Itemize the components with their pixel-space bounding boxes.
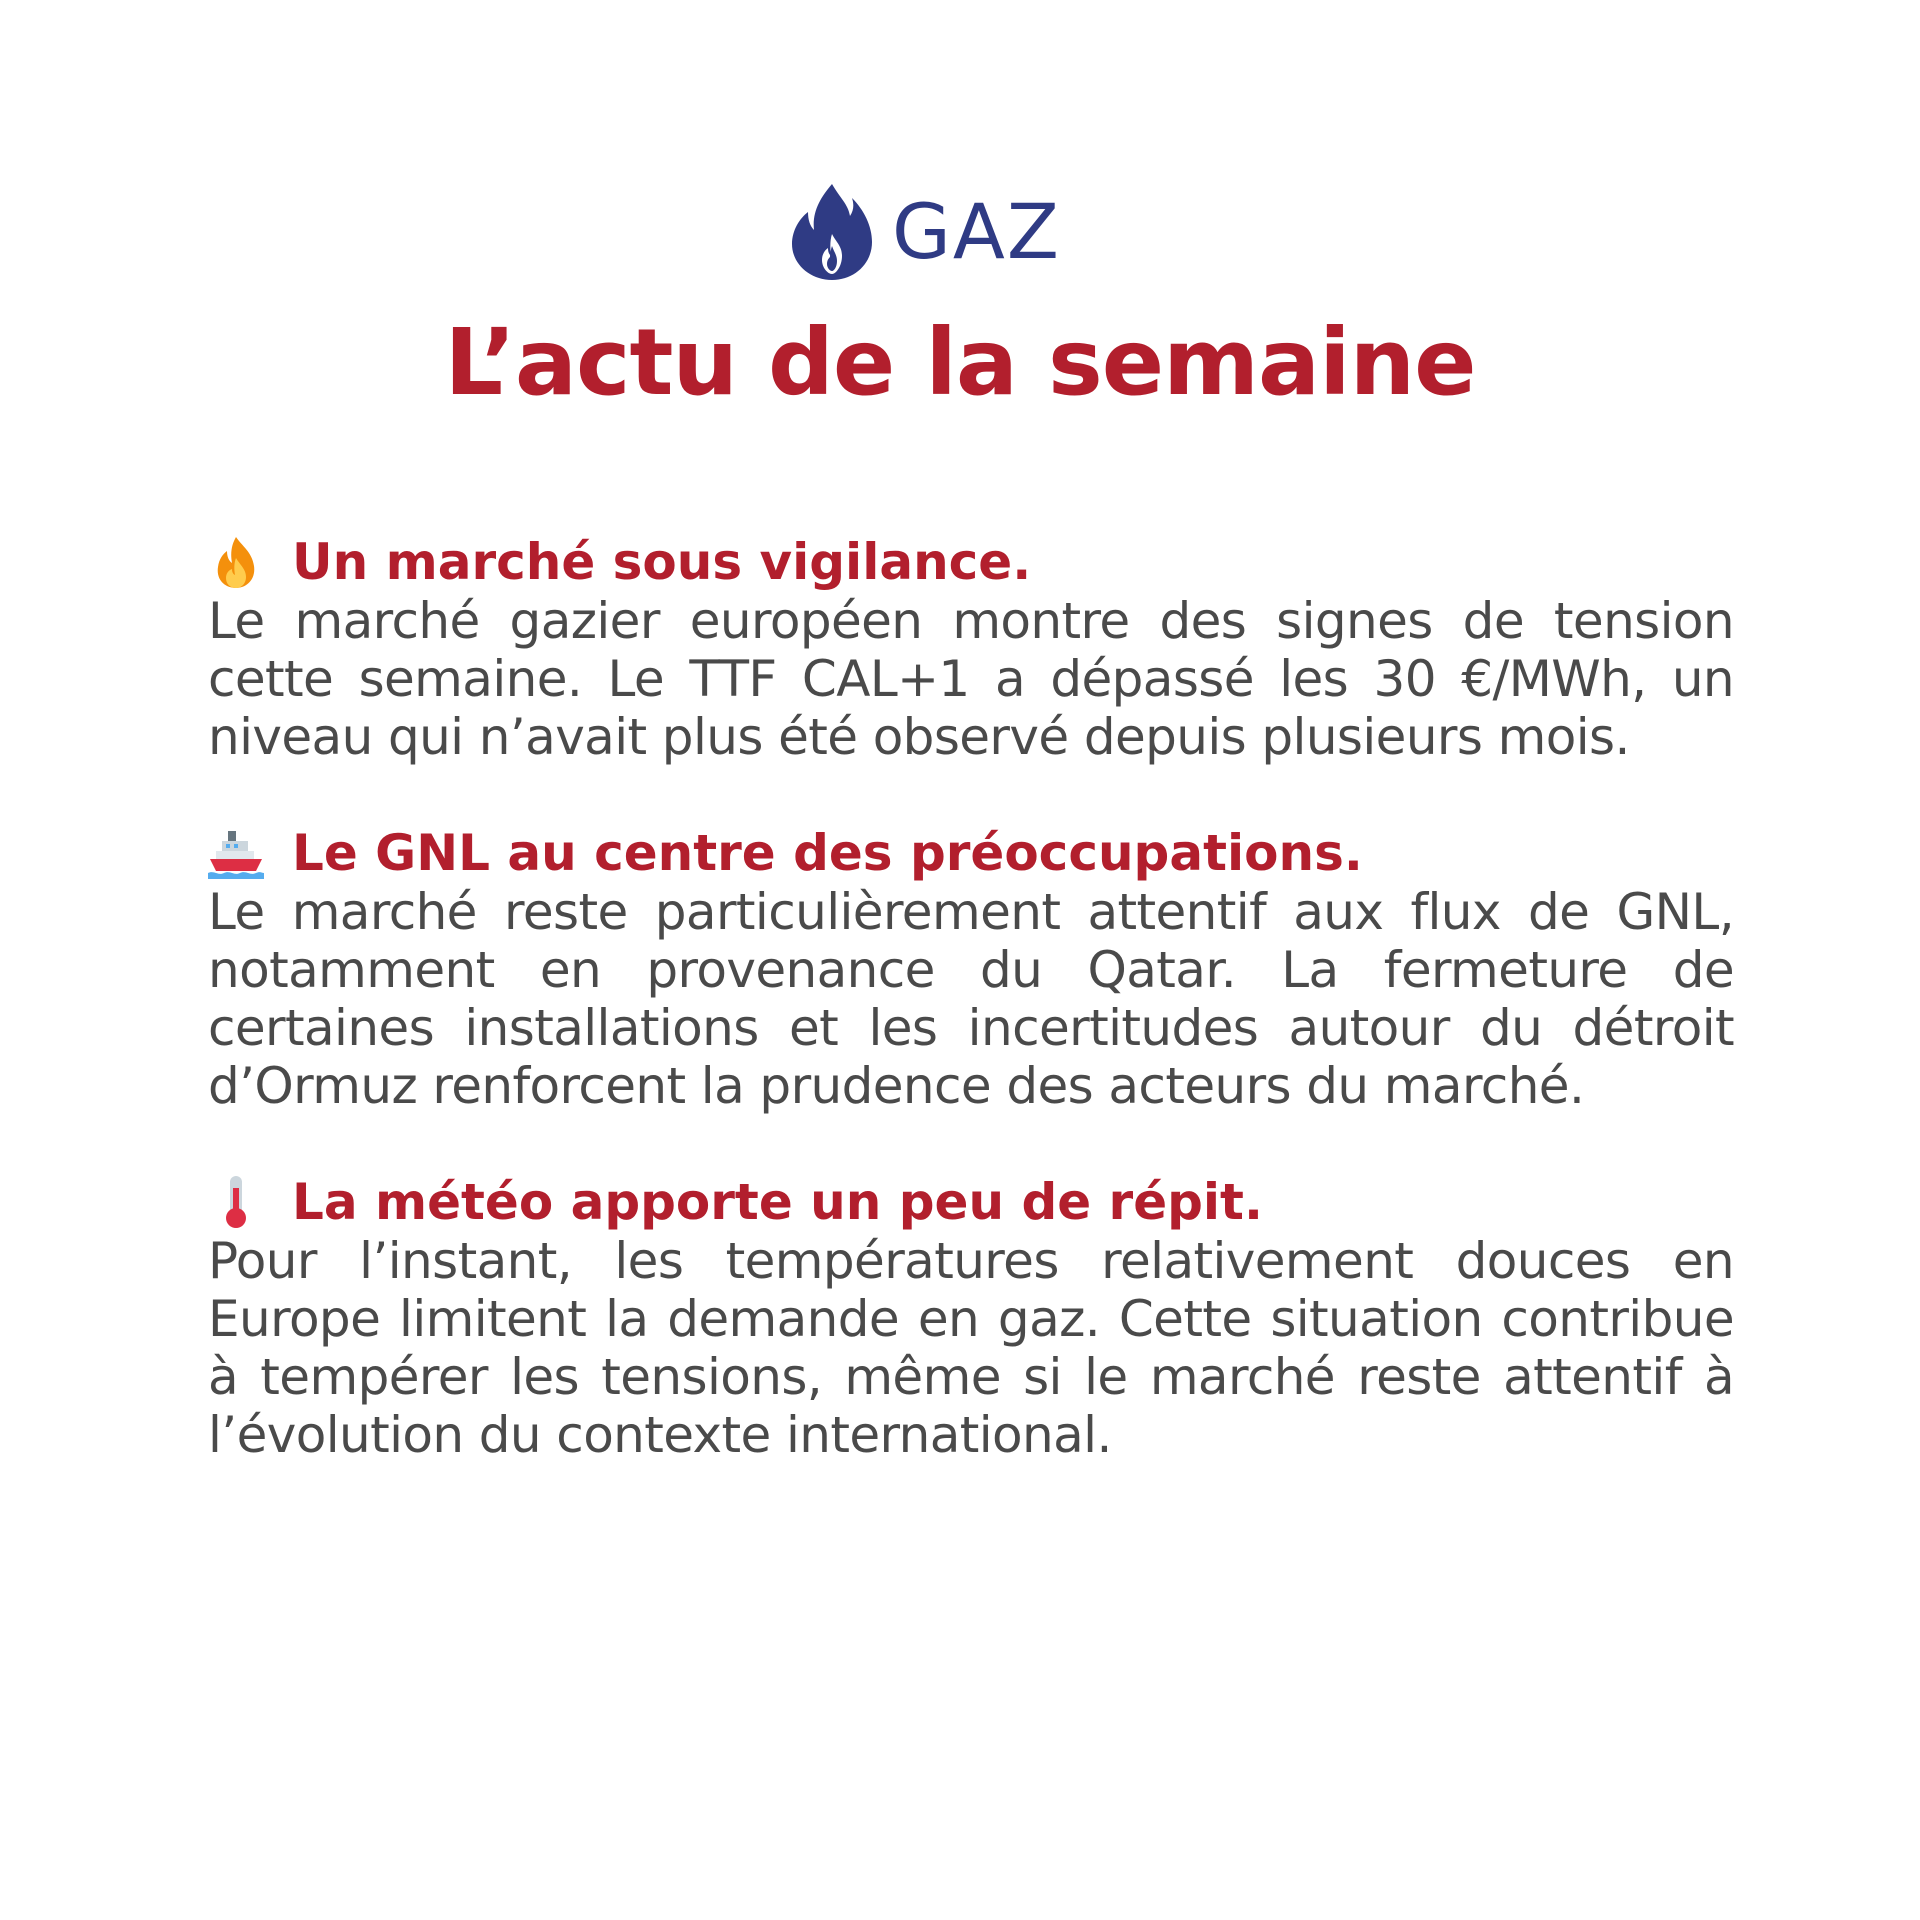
page-title: L’actu de la semaine bbox=[444, 309, 1476, 416]
category-label: GAZ bbox=[892, 187, 1061, 276]
news-content bbox=[208, 532, 1734, 1521]
section-title: La météo apporte un peu de répit. bbox=[292, 1173, 1263, 1231]
section-title: Un marché sous vigilance. bbox=[292, 533, 1032, 591]
section-heading bbox=[208, 532, 1734, 592]
ship-emoji-icon bbox=[208, 825, 264, 881]
header bbox=[0, 178, 1920, 286]
section-body: Le marché reste particulièrement attentif aux flux de GNL, notamment en provenance du Qatar. La fermeture de certaines installations et les incertitudes autour du détroit d’Ormuz renforcent la prudence des acteurs du marché. bbox=[208, 883, 1734, 1115]
section-body: Pour l’instant, les températures relativement douces en Europe limitent la demande en gaz. Cette situation contribue à tempérer les tensions, même si le marché reste attentif à l’évolution du contexte international. bbox=[208, 1232, 1734, 1464]
section-title: Le GNL au centre des préoccupations. bbox=[292, 824, 1363, 882]
category-row bbox=[790, 178, 1061, 286]
news-section-market bbox=[208, 532, 1734, 766]
section-heading bbox=[208, 1172, 1734, 1232]
section-body: Le marché gazier européen montre des signes de tension cette semaine. Le TTF CAL+1 a dépassé les 30 €/MWh, un niveau qui n’avait plus été observé depuis plusieurs mois. bbox=[208, 592, 1734, 766]
news-section-lng bbox=[208, 823, 1734, 1115]
thermometer-emoji-icon bbox=[208, 1174, 264, 1230]
flame-icon bbox=[790, 182, 874, 282]
news-section-weather bbox=[208, 1172, 1734, 1464]
section-heading bbox=[208, 823, 1734, 883]
fire-emoji-icon bbox=[208, 534, 264, 590]
